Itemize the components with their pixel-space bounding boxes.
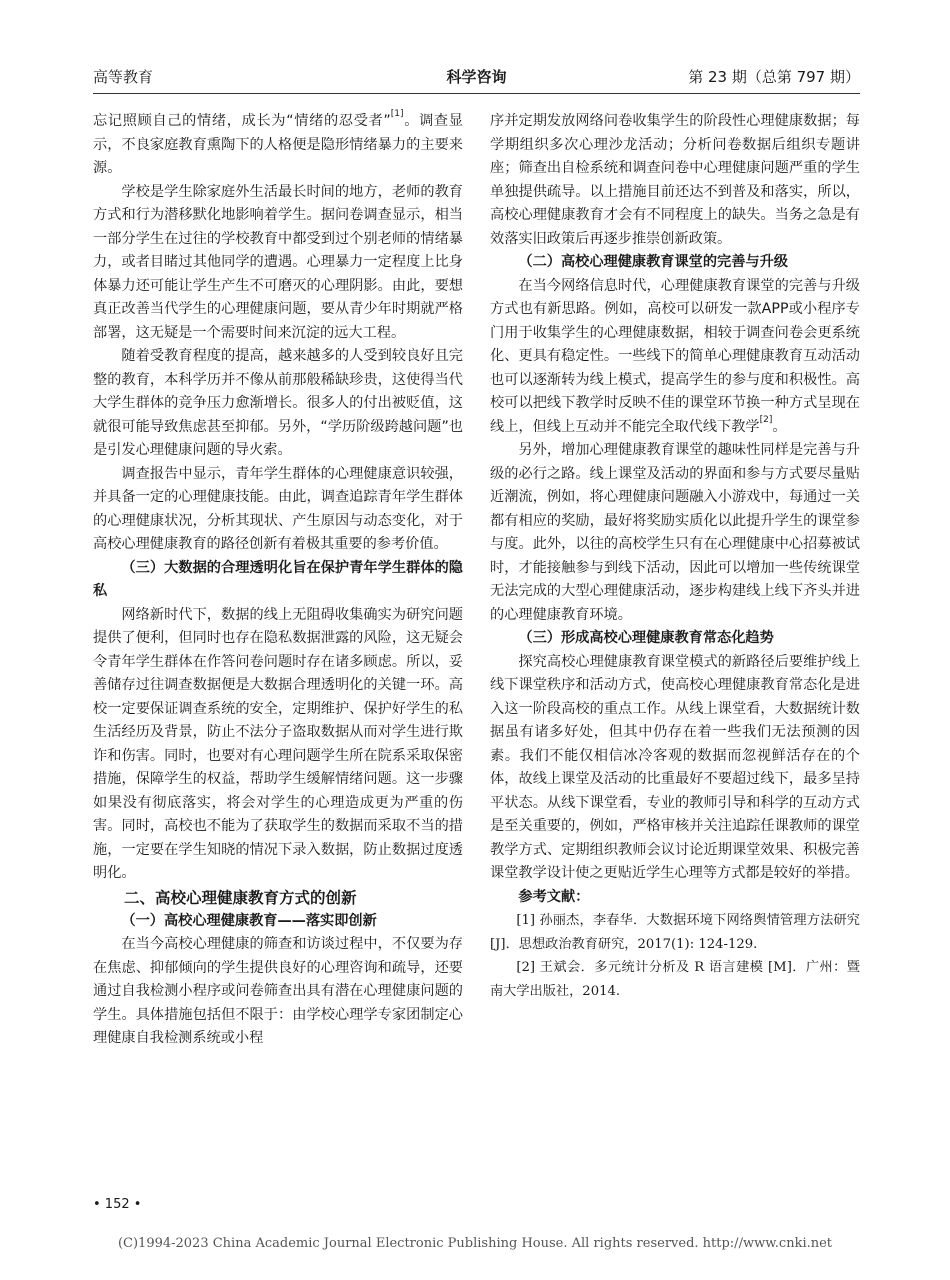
header-rule <box>93 93 860 94</box>
page-number: • 152 • <box>93 1197 142 1212</box>
citation-2[interactable]: [2] <box>759 414 773 425</box>
copyright-footer: (C)1994-2023 China Academic Journal Electronic Publishing House. All rights reserved. http://www.cnki.net <box>117 1236 833 1251</box>
paragraph: 学校是学生除家庭外生活最长时间的地方，老师的教育方式和行为潜移默化地影响着学生。据问卷调查显示，相当一部分学生在过往的学校教育中都受到过个别老师的情绪暴力，或者目睹过其他同学的遭遇。心理暴力一定程度上比身体暴力还可能让学生产生不可磨灭的心理阴影。由此，要想真正改善当代学生的心理健康问题，要从青少年时期就严格部署，这无疑是一个需要时间来沉淀的远大工程。 <box>93 183 463 341</box>
header-journal: 科学咨询 <box>446 68 507 86</box>
section-heading: （一）高校心理健康教育——落实即创新 <box>121 912 377 929</box>
section-heading: （三）大数据的合理透明化旨在保护青年学生群体的隐私 <box>93 559 463 599</box>
section-heading-main: 二、高校心理健康教育方式的创新 <box>124 888 357 907</box>
citation-1[interactable]: [1] <box>390 109 404 119</box>
reference-item: [1] 孙丽杰，李春华．大数据环境下网络舆情管理方法研究 [J]．思想政治教育研究，2017(1): 124-129. <box>490 913 860 952</box>
references-title: 参考文献： <box>518 888 590 905</box>
right-column <box>490 110 860 1003</box>
left-column <box>93 110 463 1051</box>
paragraph: 另外，增加心理健康教育课堂的趣味性同样是完善与升级的必行之路。线上课堂及活动的界面和参与方式要尽量贴近潮流，例如，将心理健康问题融入小游戏中，每通过一关都有相应的奖励，最好将奖励实质化以此提升学生的课堂参与度。此外，以往的高校学生只有在心理健康中心招募被试时，才能接触参与到线下活动，因此可以增加一些传统课堂无法完成的大型心理健康活动，逐步构建线上线下齐头并进的心理健康教育环境。 <box>490 442 860 623</box>
header-issue: 第 23 期（总第 797 期） <box>688 68 860 86</box>
paragraph: 忘记照顾自己的情绪，成长为“情绪的忍受者”[1]。调查显示，不良家庭教育熏陶下的人格便是隐形情绪暴力的主要来源。 <box>93 109 463 176</box>
running-header <box>93 66 860 88</box>
header-section: 高等教育 <box>93 68 154 86</box>
paragraph: 调查报告中显示，青年学生群体的心理健康意识较强，并具备一定的心理健康技能。由此，调查追踪青年学生群体的心理健康状况，分析其现状、产生原因与动态变化，对于高校心理健康教育的路径创新有着极其重要的参考价值。 <box>93 465 463 552</box>
section-heading: （三）形成高校心理健康教育常态化趋势 <box>518 630 774 646</box>
paragraph: 序并定期发放网络问卷收集学生的阶段性心理健康数据；每学期组织多次心理沙龙活动；分析问卷数据后组织专题讲座；筛查出自检系统和调查问卷中心理健康问题严重的学生单独提供疏导。以上措施目前还达不到普及和落实，所以，高校心理健康教育才会有不同程度上的缺失。当务之急是有效落实旧政策后再逐步推崇创新政策。 <box>490 113 860 247</box>
paragraph: 在当今网络信息时代，心理健康教育课堂的完善与升级方式也有新思路。例如，高校可以研发一款APP或小程序专门用于收集学生的心理健康数据，相较于调查问卷会更系统化、更具有稳定性。一些线下的简单心理健康教育互动活动也可以逐渐转为线上模式，提高学生的参与度和积极性。高校可以把线下教学时反映不佳的课堂环节换一种方式呈现在线上，但线上互动并不能完全取代线下教学[2]。 <box>490 277 860 435</box>
paragraph: 随着受教育程度的提高，越来越多的人受到较良好且完整的教育，本科学历并不像从前那般稀缺珍贵，这使得当代大学生群体的竞争压力愈渐增长。很多人的付出被贬值，这就很可能导致焦虑甚至抑郁。另外，“学历阶级跨越问题”也是引发心理健康问题的导火索。 <box>93 348 463 458</box>
paragraph: 网络新时代下，数据的线上无阻碍收集确实为研究问题提供了便利，但同时也存在隐私数据泄露的风险，这无疑会令青年学生群体在作答问卷问题时存在诸多顾虑。所以，妥善储存过往调查数据便是大数据合理透明化的关键一环。高校一定要保证调查系统的安全，定期维护、保护好学生的私生活经历及背景，防止不法分子盗取数据从而对学生进行欺诈和伤害。同时，也要对有心理问题学生所在院系采取保密措施，保障学生的权益，帮助学生缓解情绪问题。这一步骤如果没有彻底落实，将会对学生的心理造成更为严重的伤害。同时，高校也不能为了获取学生的数据而采取不当的措施，一定要在学生知晓的情况下录入数据，防止数据过度透明化。 <box>93 606 463 881</box>
reference-item: [2] 王斌会．多元统计分析及 R 语言建模 [M]．广州：暨南大学出版社，2014. <box>490 960 860 999</box>
paragraph: 在当今高校心理健康的筛查和访谈过程中，不仅要为存在焦虑、抑郁倾向的学生提供良好的心理咨询和疏导，还要通过自我检测小程序或问卷筛查出具有潜在心理健康问题的学生。具体措施包括但不限于：由学校心理学专家团制定心理健康自我检测系统或小程 <box>93 936 463 1046</box>
section-heading: （二）高校心理健康教育课堂的完善与升级 <box>518 254 788 270</box>
paragraph: 探究高校心理健康教育课堂模式的新路径后要维护线上线下课堂秩序和活动方式，使高校心理健康教育常态化是进入这一阶段高校的重点工作。从线上课堂看，大数据统计数据虽有诸多好处，但其中仍存在着一些我们无法预测的因素。我们不能仅相信冰冷客观的数据而忽视鲜活存在的个体，故线上课堂及活动的比重最好不要超过线下，最多呈持平状态。从线下课堂看，专业的教师引导和科学的互动方式是至关重要的，例如，严格审核并关注追踪任课教师的课堂教学方式、定期组织教师会议讨论近期课堂效果、积极完善课堂教学设计使之更贴近学生心理等方式都是较好的举措。 <box>490 653 860 881</box>
